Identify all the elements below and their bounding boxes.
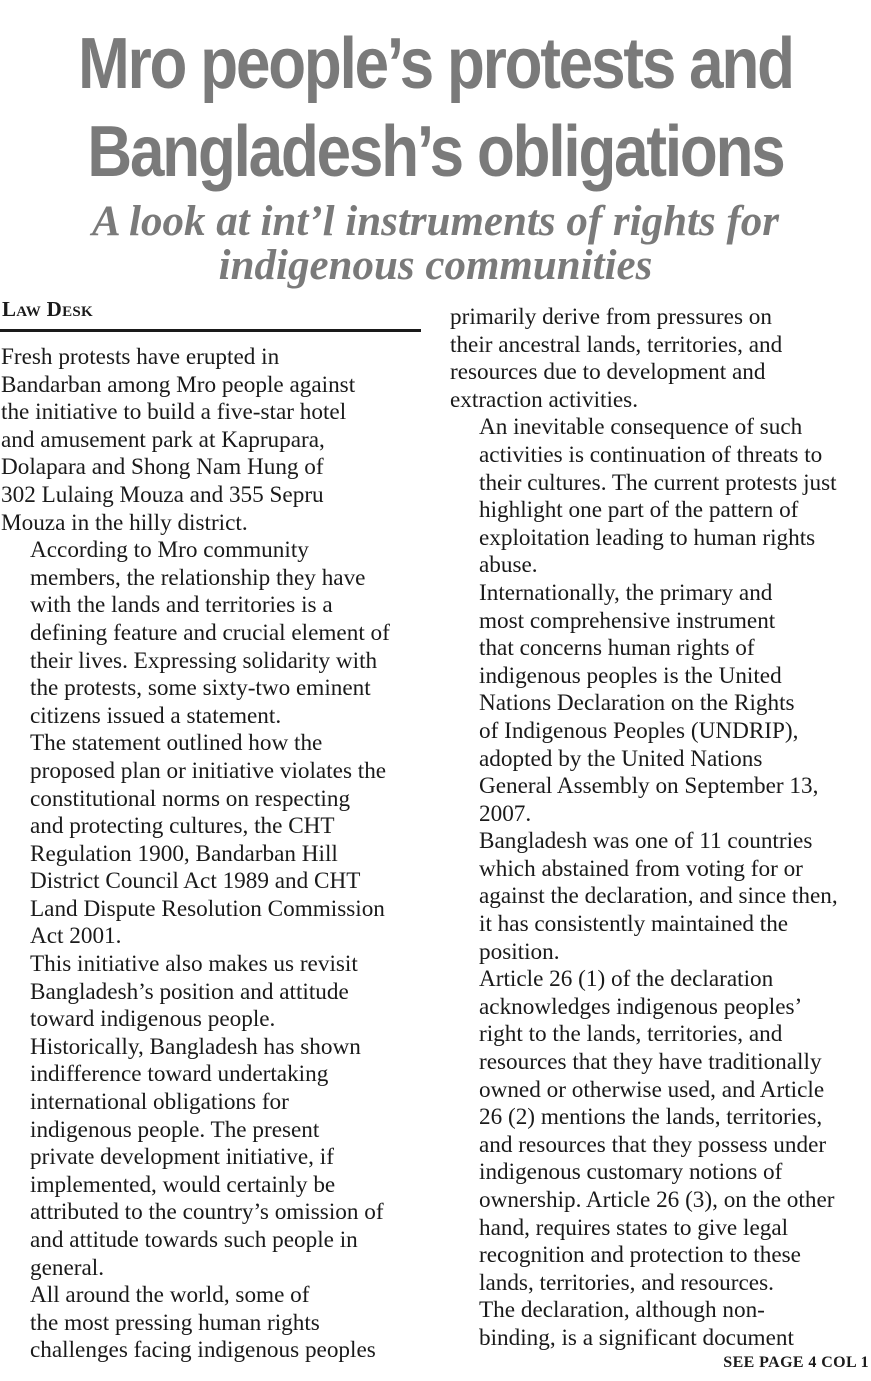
article-paragraph [450, 1297, 871, 1352]
text-line: ownership. Article 26 (3), on the other [479, 1187, 835, 1213]
text-line: toward indigenous people. [30, 1006, 276, 1033]
text-line: lands, territories, and resources. [479, 1269, 774, 1296]
text-line: owned or otherwise used, and Article [479, 1076, 825, 1103]
text-line: abuse. [479, 552, 538, 579]
text-line: primarily derive from pressures on [450, 304, 772, 330]
headline-line-2: Bangladesh’s obligations [87, 112, 784, 192]
text-line: District Council Act 1989 and CHT [30, 868, 361, 895]
text-line: All around the world, some of [30, 1282, 310, 1309]
text-line: Article 26 (1) of the declaration [479, 966, 774, 993]
text-line: Historically, Bangladesh has shown [30, 1033, 361, 1060]
article-column-left [1, 344, 425, 1365]
subheadline [0, 200, 871, 288]
text-line: it has consistently maintained the [479, 911, 789, 938]
text-line: This initiative also makes us revisit [30, 951, 358, 978]
article-paragraph [450, 414, 871, 580]
text-line: private development initiative, if [30, 1144, 334, 1171]
text-line: and amusement park at Kaprupara, [1, 426, 325, 453]
text-line: challenges facing indigenous peoples [30, 1337, 376, 1364]
text-line: the initiative to build a five-star hotel [1, 399, 347, 426]
text-line: implemented, would certainly be [30, 1171, 336, 1198]
text-line: Regulation 1900, Bandarban Hill [30, 840, 338, 867]
text-line: recognition and protection to these [479, 1242, 801, 1269]
continuation-note: SEE PAGE 4 COL 1 [723, 1354, 869, 1371]
article-column-right [450, 304, 871, 1353]
text-line: of Indigenous Peoples (UNDRIP), [479, 717, 799, 744]
text-line: highlight one part of the pattern of [479, 497, 799, 524]
text-line: international obligations for [30, 1089, 289, 1116]
text-line: Act 2001. [30, 923, 122, 950]
text-line: their ancestral lands, territories, and [450, 331, 783, 358]
text-line: General Assembly on September 13, [479, 773, 819, 800]
text-line: attributed to the country’s omission of [30, 1199, 384, 1226]
text-line: the most pressing human rights [30, 1309, 320, 1336]
text-line: adopted by the United Nations [479, 745, 763, 772]
text-line: against the declaration, and since then, [479, 883, 838, 910]
article-paragraph [450, 828, 871, 966]
text-line: right to the lands, territories, and [479, 1021, 783, 1048]
text-line: and protecting cultures, the CHT [30, 813, 335, 840]
text-line: resources due to development and [450, 359, 766, 386]
text-line: acknowledges indigenous peoples’ [479, 993, 803, 1020]
article-paragraph [1, 1034, 425, 1282]
text-line: 26 (2) mentions the lands, territories, [479, 1104, 823, 1131]
text-line: 302 Lulaing Mouza and 355 Sepru [1, 481, 324, 508]
text-line: indifference toward undertaking [30, 1061, 329, 1088]
text-line: According to Mro community [30, 537, 309, 564]
text-line: The statement outlined how the [30, 730, 323, 757]
text-line: position. [479, 938, 560, 965]
article-paragraph [450, 304, 871, 414]
text-line: indigenous customary notions of [479, 1159, 783, 1186]
text-line: general. [30, 1254, 105, 1281]
text-line: their lives. Expressing solidarity with [30, 647, 378, 674]
text-line: Bangladesh was one of 11 countries [479, 828, 813, 855]
text-line: members, the relationship they have [30, 564, 366, 591]
text-line: that concerns human rights of [479, 635, 755, 662]
article-paragraph [1, 1282, 425, 1365]
subheadline-line-1: A look at int’l instruments of rights for [92, 198, 779, 245]
text-line: activities is continuation of threats to [479, 441, 823, 468]
text-line: binding, is a significant document [479, 1324, 794, 1351]
text-line: extraction activities. [450, 386, 639, 413]
text-line: most comprehensive instrument [479, 607, 776, 634]
text-line: with the lands and territories is a [30, 592, 333, 619]
text-line: resources that they have traditionally [479, 1049, 822, 1076]
text-line: Bangladesh’s position and attitude [30, 978, 349, 1005]
text-line: Mouza in the hilly district. [1, 509, 248, 536]
article-paragraph [1, 537, 425, 730]
text-line: the protests, some sixty-two eminent [30, 675, 371, 702]
text-line: defining feature and crucial element of [30, 619, 390, 646]
text-line: and resources that they possess under [479, 1131, 827, 1158]
article-paragraph [450, 966, 871, 1297]
text-line: indigenous people. The present [30, 1116, 320, 1143]
text-line: Dolapara and Shong Nam Hung of [1, 454, 324, 481]
byline: Law Desk [2, 297, 94, 321]
article-paragraph [1, 730, 425, 951]
article-paragraph [1, 951, 425, 1034]
text-line: Bandarban among Mro people against [1, 371, 356, 398]
text-line: constitutional norms on respecting [30, 785, 351, 812]
text-line: which abstained from voting for or [479, 855, 803, 882]
article-paragraph [450, 580, 871, 828]
byline-rule [0, 329, 421, 332]
text-line: Internationally, the primary and [479, 579, 773, 606]
article-paragraph [1, 344, 425, 537]
headline-line-1: Mro people’s protests and [78, 24, 793, 104]
headline [61, 20, 810, 196]
text-line: proposed plan or initiative violates the [30, 757, 387, 784]
text-line: The declaration, although non- [479, 1297, 765, 1324]
text-line: Fresh protests have erupted in [1, 344, 280, 370]
text-line: hand, requires states to give legal [479, 1214, 789, 1241]
text-line: An inevitable consequence of such [479, 414, 803, 441]
text-line: exploitation leading to human rights [479, 524, 816, 551]
text-line: and attitude towards such people in [30, 1227, 358, 1253]
text-line: their cultures. The current protests just [479, 469, 837, 496]
text-line: 2007. [479, 800, 532, 827]
text-line: citizens issued a statement. [30, 702, 282, 729]
text-line: Land Dispute Resolution Commission [30, 895, 385, 922]
text-line: Nations Declaration on the Rights [479, 690, 795, 717]
text-line: indigenous peoples is the United [479, 662, 782, 689]
subheadline-line-2: indigenous communities [218, 242, 653, 289]
